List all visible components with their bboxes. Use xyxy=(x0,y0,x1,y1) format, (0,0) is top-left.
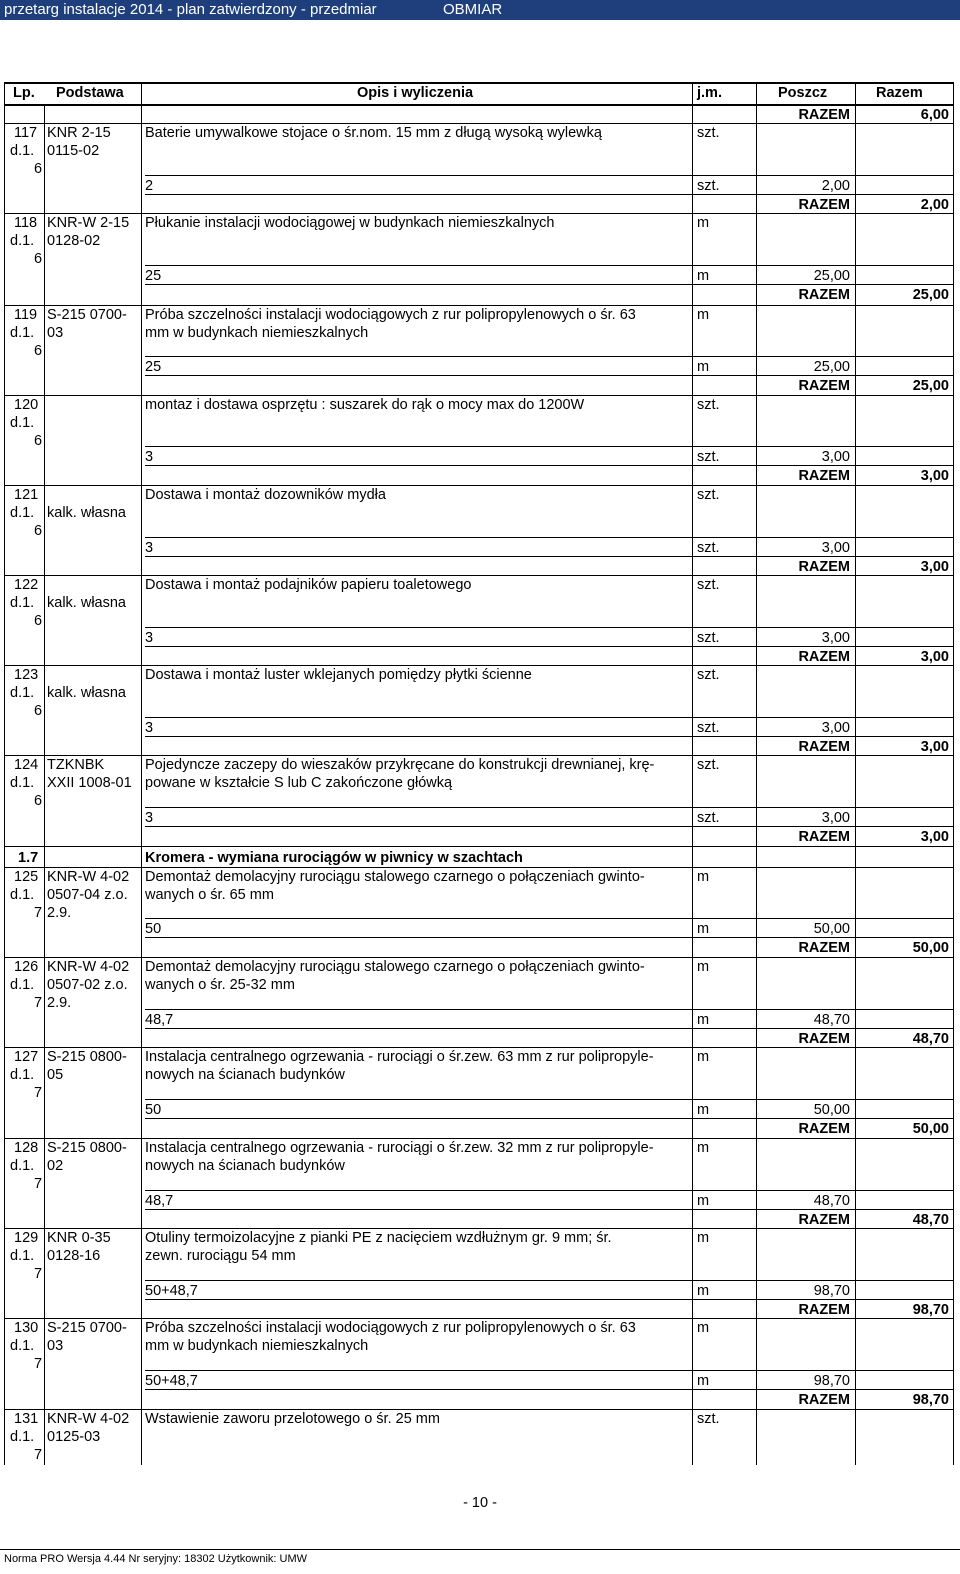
obmiar-label: OBMIAR xyxy=(443,1,503,18)
item-calculation: 48,7 xyxy=(145,1193,174,1209)
item-department: d.1. xyxy=(10,1248,35,1264)
calc-line xyxy=(145,446,953,447)
razem-label: RAZEM xyxy=(798,107,850,123)
item-description-line: Otuliny termoizolacyjne z pianki PE z nacięciem wzdłużnym gr. 9 mm; śr. xyxy=(145,1230,612,1246)
item-unit: m xyxy=(697,1049,710,1065)
item-calc-unit: szt. xyxy=(697,449,720,465)
document-title: przetarg instalacje 2014 - plan zatwierdzony - przedmiar xyxy=(4,1,377,18)
item-number: 118 xyxy=(14,215,38,231)
item-number: 128 xyxy=(14,1140,39,1156)
item-description-line: montaz i dostawa osprzętu : suszarek do rąk o mocy max do 1200W xyxy=(145,397,585,413)
item-basis-line: KNR-W 4-02 xyxy=(47,869,130,885)
item-poszcz: 50,00 xyxy=(813,1102,850,1118)
item-description-line: Dostawa i montaż podajników papieru toaletowego xyxy=(145,577,472,593)
item-department: d.1. xyxy=(10,325,35,341)
item-calculation: 25 xyxy=(145,268,162,284)
item-department: d.1. xyxy=(10,1158,35,1174)
item-basis-line: kalk. własna xyxy=(47,685,126,701)
item-subsection: 7 xyxy=(34,1266,43,1282)
item-razem-label: RAZEM xyxy=(798,940,850,956)
software-note: Norma PRO Wersja 4.44 Nr seryjny: 18302 Użytkownik: UMW xyxy=(4,1553,307,1565)
item-unit: m xyxy=(697,869,710,885)
item-razem-value: 2,00 xyxy=(920,197,949,213)
item-top-line xyxy=(4,755,953,756)
item-subsection: 6 xyxy=(34,613,43,629)
item-razem-value: 3,00 xyxy=(920,649,949,665)
item-description-line: Demontaż demolacyjny rurociągu stalowego czarnego o połączeniach gwinto- xyxy=(145,869,645,885)
item-department: d.1. xyxy=(10,1429,35,1445)
calc-line xyxy=(145,537,953,538)
item-description-line: Płukanie instalacji wodociągowej w budynkach niemieszkalnych xyxy=(145,215,555,231)
razem-line xyxy=(145,556,953,557)
item-razem-value: 3,00 xyxy=(920,468,949,484)
razem-line xyxy=(145,646,953,647)
item-poszcz: 98,70 xyxy=(813,1373,850,1389)
item-department: d.1. xyxy=(10,1067,35,1083)
item-razem-value: 48,70 xyxy=(912,1031,949,1047)
item-unit: m xyxy=(697,1230,710,1246)
item-poszcz: 3,00 xyxy=(821,630,850,646)
item-poszcz: 50,00 xyxy=(813,921,850,937)
item-razem-label: RAZEM xyxy=(798,829,850,845)
item-calc-unit: szt. xyxy=(697,178,720,194)
item-number: 122 xyxy=(14,577,39,593)
item-poszcz: 25,00 xyxy=(813,268,850,284)
section-top-line xyxy=(4,846,953,847)
calc-line xyxy=(145,1099,953,1100)
item-basis-line: S-215 0800- xyxy=(47,1049,127,1065)
item-razem-value: 25,00 xyxy=(912,378,949,394)
header-top-line xyxy=(4,82,953,84)
item-subsection: 7 xyxy=(34,995,43,1011)
item-poszcz: 2,00 xyxy=(821,178,850,194)
item-subsection: 7 xyxy=(34,1447,43,1463)
item-razem-value: 48,70 xyxy=(912,1212,949,1228)
item-department: d.1. xyxy=(10,595,35,611)
item-basis-line: 03 xyxy=(47,1338,64,1354)
item-razem-label: RAZEM xyxy=(798,197,850,213)
header-bottom-line xyxy=(4,104,953,106)
item-calc-unit: szt. xyxy=(697,540,720,556)
item-razem-label: RAZEM xyxy=(798,1031,850,1047)
item-basis-line: 2.9. xyxy=(47,995,72,1011)
item-description-line: Dostawa i montaż dozowników mydła xyxy=(145,487,386,503)
item-basis-line: 0125-03 xyxy=(47,1429,101,1445)
item-unit: szt. xyxy=(697,577,720,593)
calc-line xyxy=(145,265,953,266)
razem-line xyxy=(145,194,953,195)
item-calculation: 3 xyxy=(145,449,154,465)
item-description-line: nowych na ścianach budynków xyxy=(145,1067,345,1083)
item-calculation: 50 xyxy=(145,921,162,937)
item-calculation: 3 xyxy=(145,630,154,646)
item-description-line: Baterie umywalkowe stojace o śr.nom. 15 mm z długą wysoką wylewką xyxy=(145,125,602,141)
item-poszcz: 3,00 xyxy=(821,720,850,736)
item-number: 120 xyxy=(14,397,39,413)
item-razem-value: 50,00 xyxy=(912,1121,949,1137)
item-top-line xyxy=(4,1138,953,1139)
item-poszcz: 3,00 xyxy=(821,449,850,465)
item-description-line: Próba szczelności instalacji wodociągowych z rur polipropylenowych o śr. 63 xyxy=(145,1320,636,1336)
item-top-line xyxy=(4,485,953,486)
item-poszcz: 3,00 xyxy=(821,810,850,826)
item-subsection: 6 xyxy=(34,343,43,359)
item-unit: m xyxy=(697,959,710,975)
item-basis-line: 2.9. xyxy=(47,905,72,921)
item-basis-line: KNR-W 2-15 xyxy=(47,215,130,231)
item-basis-line: kalk. własna xyxy=(47,505,126,521)
item-razem-value: 3,00 xyxy=(920,559,949,575)
item-number: 117 xyxy=(14,125,38,141)
item-razem-label: RAZEM xyxy=(798,739,850,755)
razem-value: 6,00 xyxy=(920,107,949,123)
item-basis-line: 0128-16 xyxy=(47,1248,101,1264)
item-subsection: 7 xyxy=(34,1356,43,1372)
item-description-line: powane w kształcie S lub C zakończone główką xyxy=(145,775,453,791)
item-department: d.1. xyxy=(10,775,35,791)
calc-line xyxy=(145,1370,953,1371)
item-unit: m xyxy=(697,1320,710,1336)
item-department: d.1. xyxy=(10,685,35,701)
item-subsection: 6 xyxy=(34,523,43,539)
item-description-line: mm w budynkach niemieszkalnych xyxy=(145,325,369,341)
calc-line xyxy=(145,717,953,718)
col-poszcz-header: Poszcz xyxy=(778,85,828,101)
razem-line xyxy=(145,937,953,938)
item-unit: szt. xyxy=(697,667,720,683)
item-basis-line: 0128-02 xyxy=(47,233,101,249)
item-subsection: 6 xyxy=(34,251,43,267)
item-subsection: 7 xyxy=(34,1176,43,1192)
item-description-line: nowych na ścianach budynków xyxy=(145,1158,345,1174)
item-unit: m xyxy=(697,215,710,231)
item-top-line xyxy=(4,575,953,576)
item-description-line: Demontaż demolacyjny rurociągu stalowego czarnego o połączeniach gwinto- xyxy=(145,959,645,975)
item-department: d.1. xyxy=(10,977,35,993)
item-department: d.1. xyxy=(10,233,35,249)
item-number: 127 xyxy=(14,1049,39,1065)
item-basis-line: 0507-02 z.o. xyxy=(47,977,128,993)
item-calculation: 3 xyxy=(145,540,154,556)
item-description-line: Pojedyncze zaczepy do wieszaków przykręcane do konstrukcji drewnianej, krę- xyxy=(145,757,655,773)
item-calc-unit: szt. xyxy=(697,630,720,646)
razem-line xyxy=(145,826,953,827)
item-unit: szt. xyxy=(697,397,720,413)
item-poszcz: 48,70 xyxy=(813,1193,850,1209)
item-basis-line: 05 xyxy=(47,1067,64,1083)
item-number: 129 xyxy=(14,1230,39,1246)
item-basis-line: 03 xyxy=(47,325,64,341)
razem-line xyxy=(145,1118,953,1119)
item-top-line xyxy=(4,305,953,306)
item-department: d.1. xyxy=(10,887,35,903)
item-basis-line: 0507-04 z.o. xyxy=(47,887,128,903)
col-jm-header: j.m. xyxy=(697,85,722,101)
razem-line xyxy=(145,1028,953,1029)
item-number: 125 xyxy=(14,869,39,885)
item-basis-line: S-215 0700- xyxy=(47,307,127,323)
razem-line xyxy=(145,284,953,285)
item-unit: szt. xyxy=(697,125,720,141)
item-calculation: 48,7 xyxy=(145,1012,174,1028)
item-basis-line: KNR 2-15 xyxy=(47,125,111,141)
item-description-line: mm w budynkach niemieszkalnych xyxy=(145,1338,369,1354)
item-basis-line: TZKNBK xyxy=(47,757,105,773)
item-unit: szt. xyxy=(697,757,720,773)
item-calculation: 50 xyxy=(145,1102,162,1118)
item-department: d.1. xyxy=(10,1338,35,1354)
item-department: d.1. xyxy=(10,143,35,159)
item-razem-value: 25,00 xyxy=(912,287,949,303)
item-top-line xyxy=(4,213,953,214)
col-lp-header: Lp. xyxy=(13,85,35,101)
item-department: d.1. xyxy=(10,415,35,431)
item-razem-value: 3,00 xyxy=(920,829,949,845)
item-calc-unit: m xyxy=(697,1102,710,1118)
item-description-line: wanych o śr. 65 mm xyxy=(145,887,274,903)
item-basis-line: 0115-02 xyxy=(47,143,100,159)
item-top-line xyxy=(4,1047,953,1048)
item-basis-line: kalk. własna xyxy=(47,595,126,611)
section-number: 1.7 xyxy=(18,850,39,866)
item-description-line: Instalacja centralnego ogrzewania - rurociągi o śr.zew. 32 mm z rur polipropyle- xyxy=(145,1140,654,1156)
razem-line xyxy=(145,375,953,376)
item-number: 123 xyxy=(14,667,39,683)
item-razem-label: RAZEM xyxy=(798,1212,850,1228)
item-razem-label: RAZEM xyxy=(798,1302,850,1318)
item-top-line xyxy=(4,867,953,868)
item-razem-label: RAZEM xyxy=(798,378,850,394)
item-department: d.1. xyxy=(10,505,35,521)
item-description-line: Próba szczelności instalacji wodociągowych z rur polipropylenowych o śr. 63 xyxy=(145,307,636,323)
item-subsection: 6 xyxy=(34,703,43,719)
item-poszcz: 98,70 xyxy=(813,1283,850,1299)
item-number: 131 xyxy=(14,1411,39,1427)
item-razem-value: 98,70 xyxy=(912,1392,949,1408)
item-subsection: 7 xyxy=(34,905,43,921)
calc-line xyxy=(145,175,953,176)
item-calc-unit: m xyxy=(697,1012,710,1028)
item-poszcz: 3,00 xyxy=(821,540,850,556)
item-unit: szt. xyxy=(697,1411,720,1427)
item-razem-label: RAZEM xyxy=(798,559,850,575)
item-basis-line: S-215 0800- xyxy=(47,1140,127,1156)
item-top-line xyxy=(4,123,953,124)
column-divider xyxy=(756,82,757,1465)
item-razem-label: RAZEM xyxy=(798,1121,850,1137)
calc-line xyxy=(145,1280,953,1281)
item-calc-unit: m xyxy=(697,1373,710,1389)
razem-line xyxy=(145,1209,953,1210)
item-description-line: Wstawienie zaworu przelotowego o śr. 25 mm xyxy=(145,1411,440,1427)
item-top-line xyxy=(4,395,953,396)
razem-line xyxy=(145,736,953,737)
item-basis-line: KNR-W 4-02 xyxy=(47,959,130,975)
column-divider xyxy=(141,82,142,1465)
item-razem-value: 3,00 xyxy=(920,739,949,755)
item-subsection: 6 xyxy=(34,433,43,449)
page-number: - 10 - xyxy=(463,1495,497,1511)
item-calculation: 3 xyxy=(145,810,154,826)
item-calculation: 3 xyxy=(145,720,154,736)
item-top-line xyxy=(4,1318,953,1319)
item-calc-unit: m xyxy=(697,1283,710,1299)
calc-line xyxy=(145,356,953,357)
item-top-line xyxy=(4,1409,953,1410)
item-razem-value: 50,00 xyxy=(912,940,949,956)
item-subsection: 6 xyxy=(34,161,43,177)
item-calc-unit: szt. xyxy=(697,810,720,826)
item-basis-line: XXII 1008-01 xyxy=(47,775,132,791)
calc-line xyxy=(145,807,953,808)
item-calculation: 25 xyxy=(145,359,162,375)
item-poszcz: 25,00 xyxy=(813,359,850,375)
item-calc-unit: m xyxy=(697,359,710,375)
footer-divider xyxy=(0,1549,960,1550)
item-basis-line: KNR-W 4-02 xyxy=(47,1411,130,1427)
item-top-line xyxy=(4,1228,953,1229)
col-opis-header: Opis i wyliczenia xyxy=(357,85,474,101)
item-calc-unit: m xyxy=(697,1193,710,1209)
item-calculation: 2 xyxy=(145,178,154,194)
column-divider xyxy=(4,82,5,1465)
column-divider xyxy=(855,82,856,1465)
item-calculation: 50+48,7 xyxy=(145,1283,198,1299)
item-description-line: Instalacja centralnego ogrzewania - rurociągi o śr.zew. 63 mm z rur polipropyle- xyxy=(145,1049,654,1065)
item-description-line: wanych o śr. 25-32 mm xyxy=(145,977,295,993)
item-number: 130 xyxy=(14,1320,39,1336)
calc-line xyxy=(145,627,953,628)
item-razem-value: 98,70 xyxy=(912,1302,949,1318)
item-calc-unit: m xyxy=(697,921,710,937)
razem-line xyxy=(145,1299,953,1300)
item-razem-label: RAZEM xyxy=(798,649,850,665)
item-top-line xyxy=(4,957,953,958)
razem-line xyxy=(145,465,953,466)
item-razem-label: RAZEM xyxy=(798,468,850,484)
calc-line xyxy=(145,1190,953,1191)
item-number: 126 xyxy=(14,959,39,975)
item-calc-unit: m xyxy=(697,268,710,284)
item-description-line: zewn. rurociągu 54 mm xyxy=(145,1248,296,1264)
item-subsection: 6 xyxy=(34,793,43,809)
item-number: 124 xyxy=(14,757,39,773)
col-podstawa-header: Podstawa xyxy=(56,85,124,101)
item-razem-label: RAZEM xyxy=(798,1392,850,1408)
column-divider xyxy=(692,82,693,1465)
calc-line xyxy=(145,1009,953,1010)
column-divider xyxy=(953,82,954,1465)
item-basis-line: KNR 0-35 xyxy=(47,1230,111,1246)
item-poszcz: 48,70 xyxy=(813,1012,850,1028)
item-top-line xyxy=(4,665,953,666)
item-calculation: 50+48,7 xyxy=(145,1373,198,1389)
item-basis-line: S-215 0700- xyxy=(47,1320,127,1336)
item-description-line: Dostawa i montaż luster wklejanych pomiędzy płytki ścienne xyxy=(145,667,532,683)
razem-line xyxy=(145,1389,953,1390)
item-number: 119 xyxy=(14,307,38,323)
item-subsection: 7 xyxy=(34,1085,43,1101)
column-divider xyxy=(44,104,45,1465)
calc-line xyxy=(145,918,953,919)
section-title: Kromera - wymiana rurociągów w piwnicy w szachtach xyxy=(145,850,523,866)
item-razem-label: RAZEM xyxy=(798,287,850,303)
col-razem-header: Razem xyxy=(876,85,923,101)
item-basis-line: 02 xyxy=(47,1158,64,1174)
item-calc-unit: szt. xyxy=(697,720,720,736)
item-unit: m xyxy=(697,1140,710,1156)
item-unit: m xyxy=(697,307,710,323)
item-unit: szt. xyxy=(697,487,720,503)
item-number: 121 xyxy=(14,487,39,503)
